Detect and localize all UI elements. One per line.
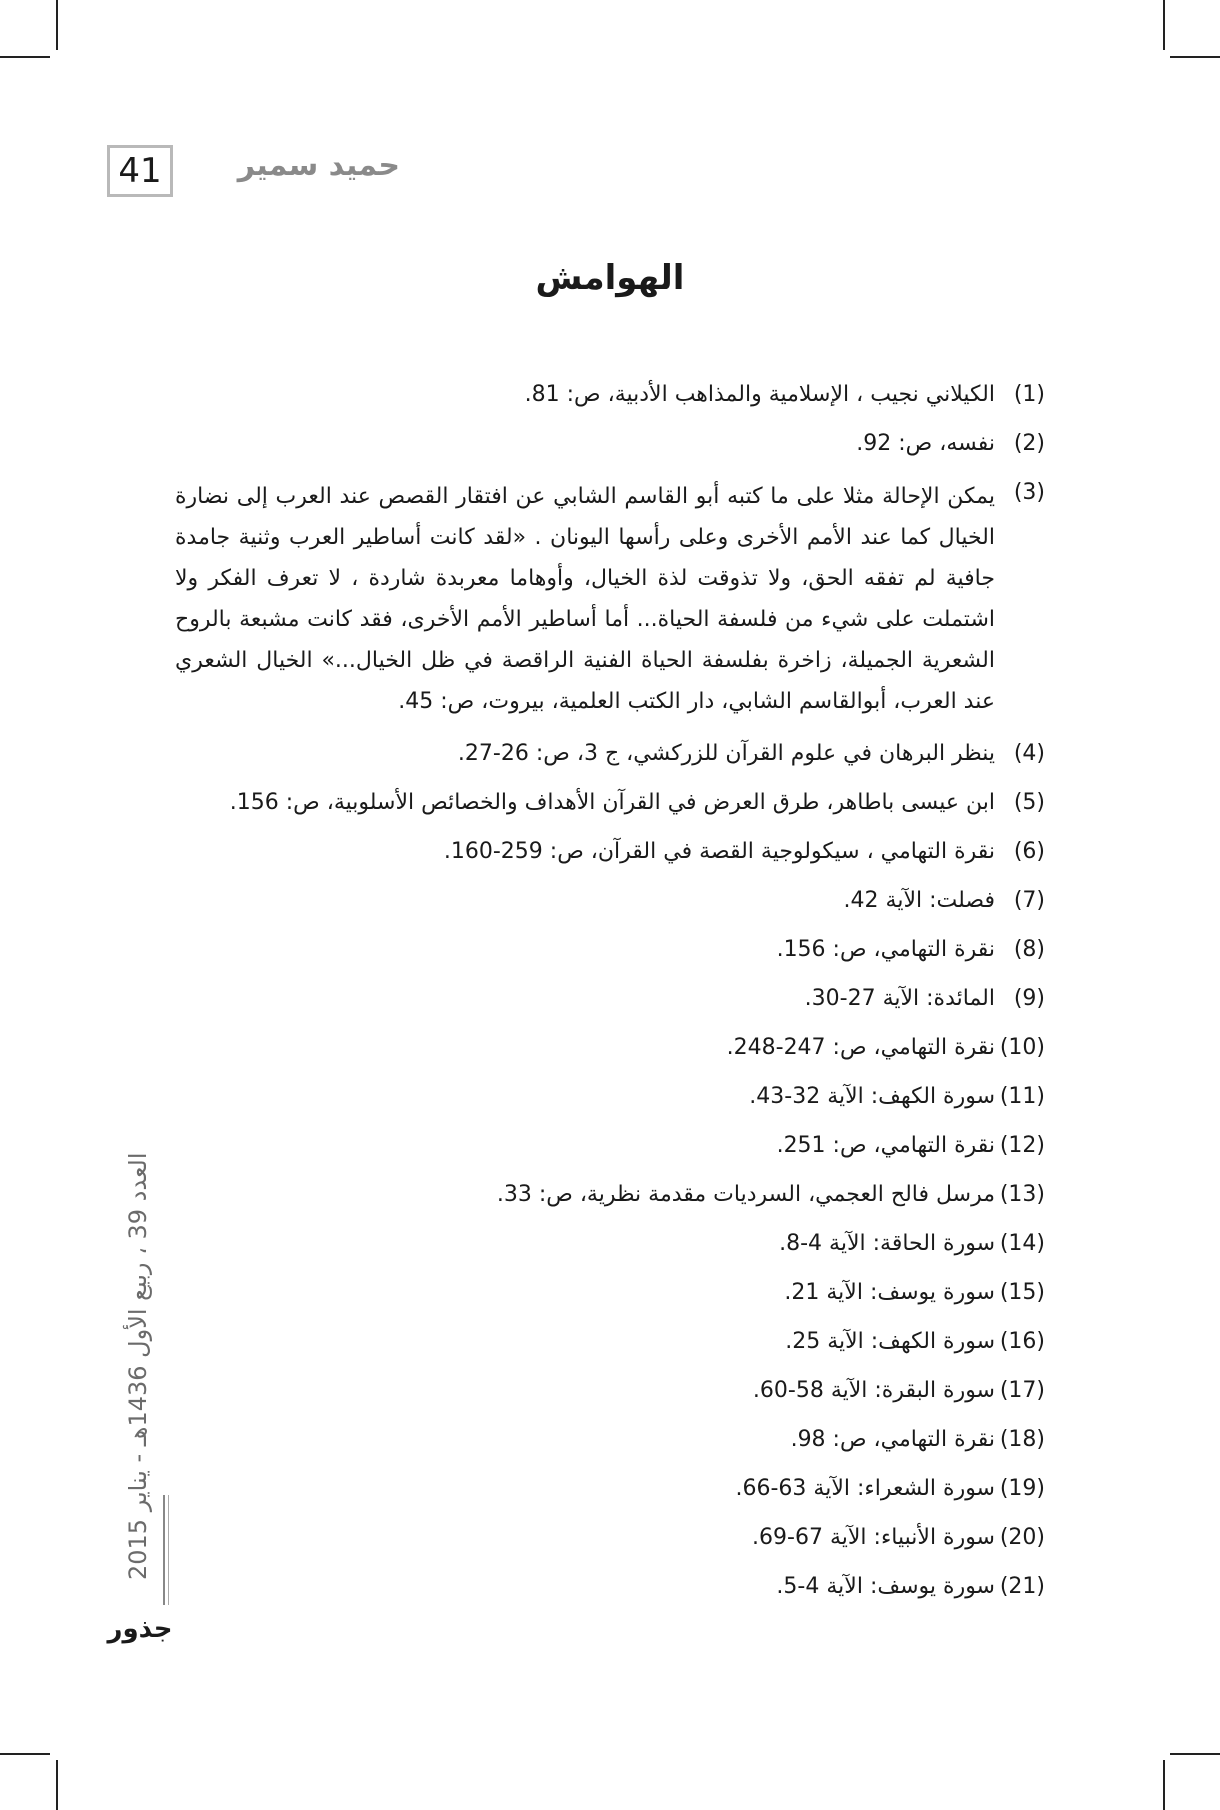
footnote-text: سورة الحاقة: الآية 4-8. bbox=[779, 1231, 995, 1256]
footnote-text: سورة يوسف: الآية 4-5. bbox=[776, 1574, 995, 1599]
footnote-item bbox=[175, 1472, 1045, 1506]
crop-mark bbox=[56, 1760, 58, 1810]
footnote-text: نقرة التهامي، ص: 251. bbox=[776, 1133, 995, 1158]
crop-mark bbox=[0, 56, 50, 58]
running-header-author: حميد سمير bbox=[237, 148, 400, 183]
crop-mark bbox=[0, 1753, 50, 1755]
issue-info: العدد 39 ، ربيع الأول 1436هـ - يناير 2015 bbox=[124, 1152, 152, 1580]
footnote-number: (3) bbox=[1013, 480, 1045, 505]
footnote-text: سورة الأنبياء: الآية 67-69. bbox=[752, 1525, 995, 1550]
footnote-number: (1) bbox=[1013, 382, 1045, 407]
crop-mark bbox=[1170, 1753, 1220, 1755]
footnote-text: سورة البقرة: الآية 58-60. bbox=[752, 1378, 995, 1403]
journal-issue-sidebar bbox=[118, 1150, 158, 1580]
footnote-number: (7) bbox=[1013, 888, 1045, 913]
journal-logo-mark bbox=[100, 1605, 180, 1649]
footnote-number: (9) bbox=[1013, 986, 1045, 1011]
footnote-item bbox=[175, 884, 1045, 918]
footnote-number: (20) bbox=[999, 1525, 1045, 1550]
footnote-number: (2) bbox=[1013, 431, 1045, 456]
footnote-item bbox=[175, 378, 1045, 412]
footnote-item bbox=[175, 1227, 1045, 1261]
footnote-item bbox=[175, 1276, 1045, 1310]
footnote-number: (6) bbox=[1013, 839, 1045, 864]
footnote-text: يمكن الإحالة مثلا على ما كتبه أبو القاسم الشابي عن افتقار القصص عند العرب إلى نضارة الخيال كما عند الأمم الأخرى وعلى رأسها اليونان . «لقد كانت أساطير العرب وثنية جامدة جافية لم تفقه الحق، ولا تذوقت لذة الخيال، وأوهاما معربدة شاردة ، لا تعرف الفكر ولا اشتملت على شيء من فلسفة الحياة... أما أساطير الأمم الأخرى، فقد كانت مشبعة بالروح الشعرية الجميلة، زاخرة بفلسفة الحياة الفنية الراقصة في ظل الخيال...» الخيال الشعري عند العرب، أبوالقاسم الشابي، دار الكتب العلمية، بيروت، ص: 45. bbox=[175, 484, 995, 714]
journal-logo bbox=[100, 1605, 180, 1649]
footnote-item bbox=[175, 1521, 1045, 1555]
footnote-text: نقرة التهامي، ص: 247-248. bbox=[726, 1035, 995, 1060]
footnote-item bbox=[175, 1374, 1045, 1408]
footnote-item bbox=[175, 1423, 1045, 1457]
footnote-number: (19) bbox=[999, 1476, 1045, 1501]
crop-mark bbox=[1163, 1760, 1165, 1810]
footnotes-list bbox=[175, 378, 1045, 1619]
footnote-number: (21) bbox=[999, 1574, 1045, 1599]
footnote-item bbox=[175, 476, 1045, 722]
footnote-number: (4) bbox=[1013, 741, 1045, 766]
footnote-item bbox=[175, 835, 1045, 869]
crop-mark bbox=[1163, 0, 1165, 50]
page-number: 41 bbox=[107, 145, 173, 197]
footnote-item bbox=[175, 1570, 1045, 1604]
footnote-text: المائدة: الآية 27-30. bbox=[804, 986, 995, 1011]
footnote-item bbox=[175, 1080, 1045, 1114]
footnote-number: (13) bbox=[999, 1182, 1045, 1207]
footnote-number: (16) bbox=[999, 1329, 1045, 1354]
footnote-item bbox=[175, 1178, 1045, 1212]
footnote-text: سورة الشعراء: الآية 63-66. bbox=[735, 1476, 995, 1501]
divider bbox=[168, 1495, 169, 1605]
footnote-text: نفسه، ص: 92. bbox=[856, 431, 995, 456]
footnote-number: (17) bbox=[999, 1378, 1045, 1403]
footnote-text: مرسل فالح العجمي، السرديات مقدمة نظرية، ص: 33. bbox=[496, 1182, 995, 1207]
footnote-item bbox=[175, 933, 1045, 967]
page-title: الهوامش bbox=[535, 258, 685, 298]
footnote-text: سورة يوسف: الآية 21. bbox=[784, 1280, 995, 1305]
footnote-item bbox=[175, 982, 1045, 1016]
footnote-item bbox=[175, 1129, 1045, 1163]
footnote-text: نقرة التهامي ، سيكولوجية القصة في القرآن، ص: 259-160. bbox=[443, 839, 995, 864]
footnote-item bbox=[175, 1031, 1045, 1065]
footnote-item bbox=[175, 786, 1045, 820]
footnote-text: ينظر البرهان في علوم القرآن للزركشي، ج 3، ص: 26-27. bbox=[457, 741, 995, 766]
crop-mark bbox=[56, 0, 58, 50]
footnote-item bbox=[175, 427, 1045, 461]
footnote-text: فصلت: الآية 42. bbox=[843, 888, 995, 913]
footnote-item bbox=[175, 737, 1045, 771]
footnote-text: سورة الكهف: الآية 32-43. bbox=[749, 1084, 995, 1109]
footnote-number: (12) bbox=[999, 1133, 1045, 1158]
footnote-number: (14) bbox=[999, 1231, 1045, 1256]
footnote-number: (18) bbox=[999, 1427, 1045, 1452]
journal-logo-text: جذور bbox=[107, 1614, 173, 1644]
crop-mark bbox=[1170, 56, 1220, 58]
footnote-number: (15) bbox=[999, 1280, 1045, 1305]
divider bbox=[163, 1495, 165, 1605]
footnote-text: الكيلاني نجيب ، الإسلامية والمذاهب الأدبية، ص: 81. bbox=[524, 382, 995, 407]
footnote-number: (8) bbox=[1013, 937, 1045, 962]
footnote-text: نقرة التهامي، ص: 156. bbox=[776, 937, 995, 962]
footnote-number: (10) bbox=[999, 1035, 1045, 1060]
footnote-text: نقرة التهامي، ص: 98. bbox=[790, 1427, 995, 1452]
footnote-text: ابن عيسى باطاهر، طرق العرض في القرآن الأهداف والخصائص الأسلوبية، ص: 156. bbox=[229, 790, 995, 815]
footnote-number: (11) bbox=[999, 1084, 1045, 1109]
footnote-text: سورة الكهف: الآية 25. bbox=[785, 1329, 995, 1354]
footnote-item bbox=[175, 1325, 1045, 1359]
footnote-number: (5) bbox=[1013, 790, 1045, 815]
